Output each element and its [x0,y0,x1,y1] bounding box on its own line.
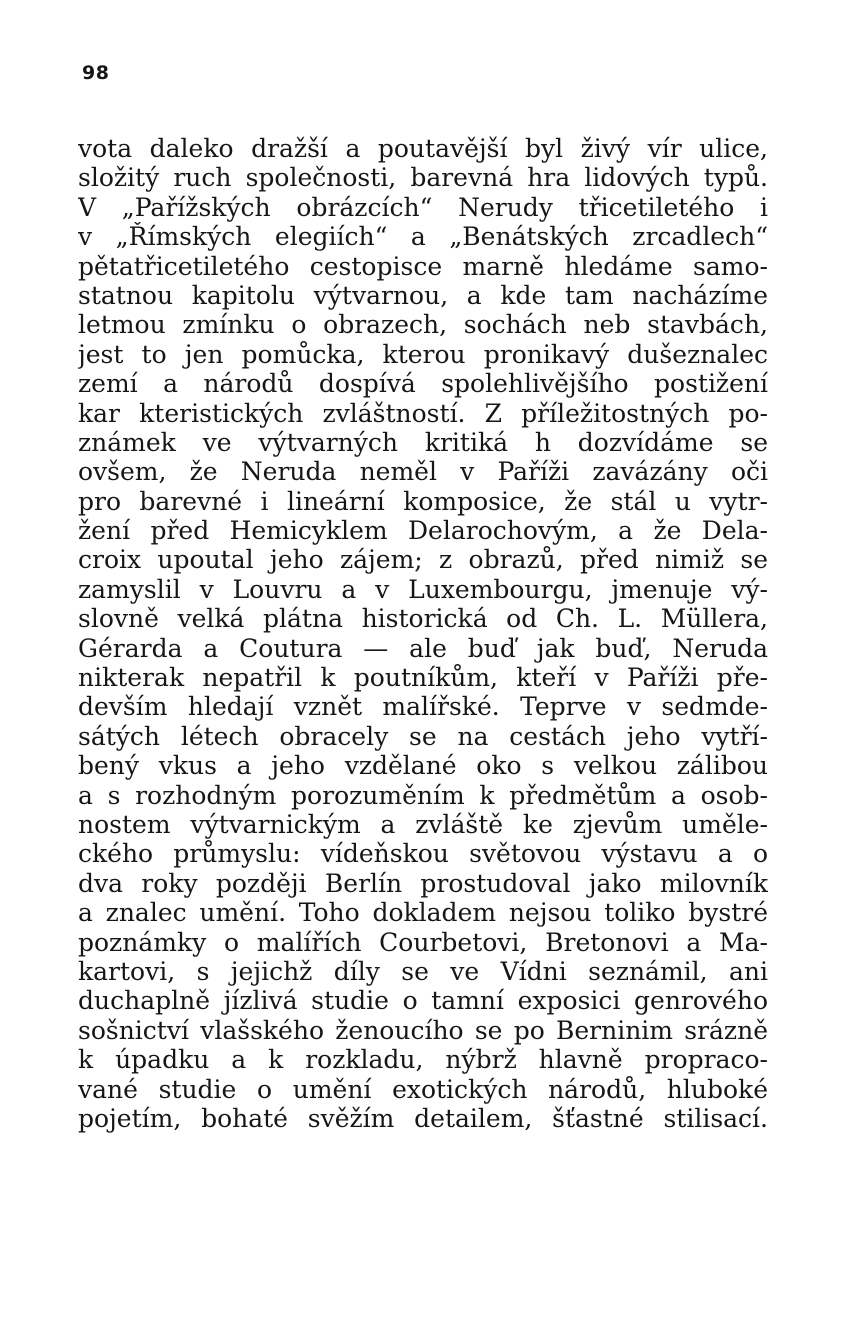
text-line: a znalec umění. Toho dokladem nejsou toliko bystré [78,898,768,928]
text-line: pro barevné i lineární komposice, že stál u vytr- [78,486,768,516]
text-line: nikterak nepatřil k poutníkům, kteří v Paříži pře- [78,663,768,693]
text-line: zamyslil v Louvru a v Luxembourgu, jmenuje vý- [78,574,768,604]
text-line: kar kteristických zvláštností. Z příležitostných po- [78,398,768,428]
text-line: žení před Hemicyklem Delarochovým, a že Dela- [78,516,768,546]
text-line: vota daleko dražší a poutavější byl živý vír ulice, [78,134,768,163]
text-line: zemí a národů dospívá spolehlivějšího postižení [78,369,768,399]
text-line: jest to jen pomůcka, kterou pronikavý dušeznalec [78,339,768,369]
text-line: poznámky o malířích Courbetovi, Bretonovi a Ma- [78,927,768,957]
text-line: ckého průmyslu: vídeňskou světovou výstavu a o [78,839,768,869]
text-line: dva roky později Berlín prostudoval jako milovník [78,868,768,898]
body-text [78,134,768,1133]
text-line: croix upoutal jeho zájem; z obrazů, před nimiž se [78,545,768,575]
text-line: vané studie o umění exotických národů, hluboké [78,1074,768,1104]
text-line: sátých létech obracely se na cestách jeho vytří- [78,721,768,751]
text-line: bený vkus a jeho vzdělané oko s velkou zálibou [78,751,768,781]
text-line: statnou kapitolu výtvarnou, a kde tam nacházíme [78,280,768,310]
text-line: v „Římských elegiích“ a „Benátských zrcadlech“ [78,222,768,252]
text-line: sošnictví vlašského ženoucího se po Berninim srázně [78,1015,768,1045]
text-line: ovšem, že Neruda neměl v Paříži zavázány oči [78,457,768,487]
text-line: nostem výtvarnickým a zvláště ke zjevům uměle- [78,809,768,839]
text-line: slovně velká plátna historická od Ch. L. Müllera, [78,604,768,634]
text-line: pojetím, bohaté svěžím detailem, šťastné stilisací. [78,1103,768,1133]
text-line: pětatřicetiletého cestopisce marně hledáme samo- [78,251,768,281]
text-line: známek ve výtvarných kritiká h dozvídáme se [78,427,768,457]
page-number: 98 [82,62,110,84]
text-line: k úpadku a k rozkladu, nýbrž hlavně propraco- [78,1045,768,1075]
text-line: Gérarda a Coutura — ale buď jak buď, Neruda [78,633,768,663]
text-line: složitý ruch společnosti, barevná hra lidových typů. [78,163,768,193]
text-line: a s rozhodným porozuměním k předmětům a osob- [78,780,768,810]
text-line: letmou zmínku o obrazech, sochách neb stavbách, [78,310,768,340]
text-line: kartovi, s jejichž díly se ve Vídni seznámil, ani [78,956,768,986]
text-line: V „Pařížských obrázcích“ Nerudy třicetiletého i [78,192,768,222]
text-line: duchaplně jízlivá studie o tamní exposici genrového [78,986,768,1016]
text-line: devším hledají vznět malířské. Teprve v sedmde- [78,692,768,722]
